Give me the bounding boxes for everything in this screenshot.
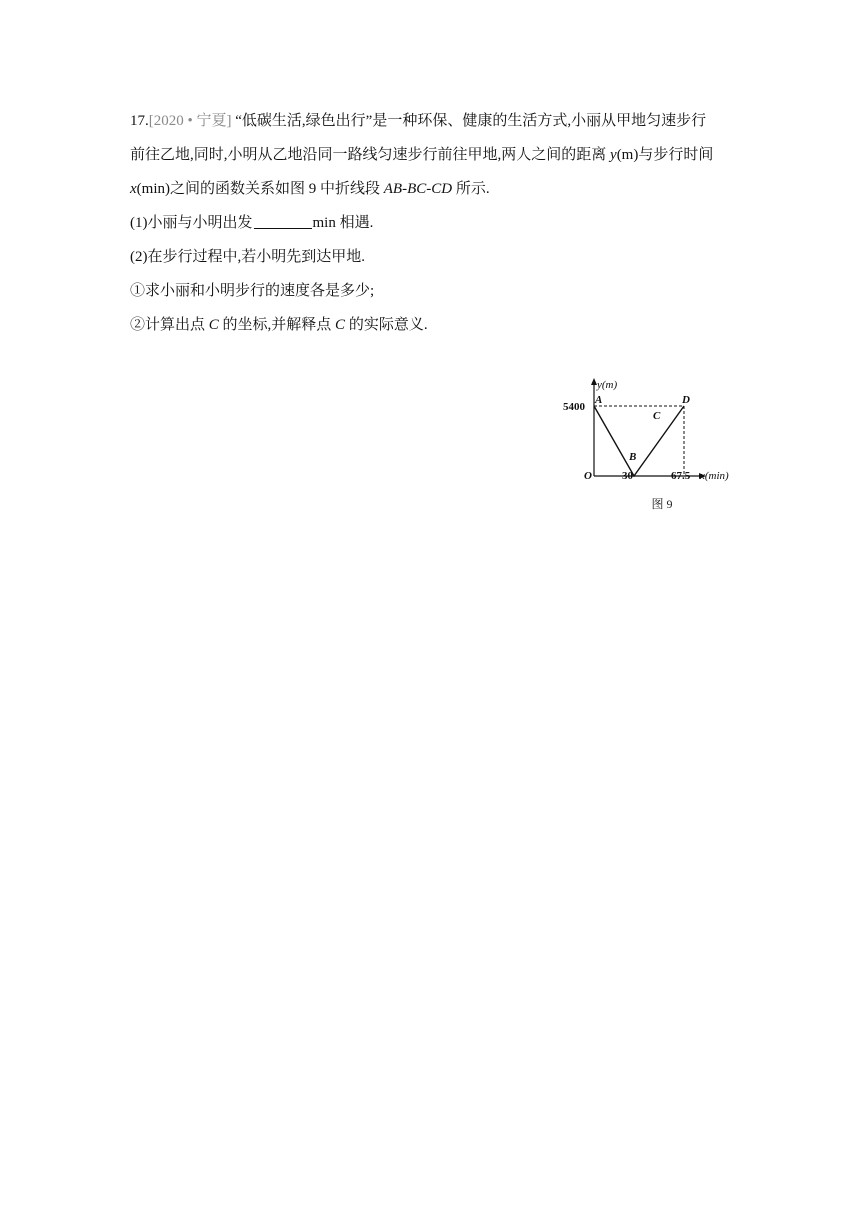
problem-line-1 — [130, 104, 750, 138]
problem-source: [2020 • 宁夏] — [148, 113, 232, 129]
var-c: C — [208, 317, 219, 333]
figure-9 — [563, 372, 740, 484]
problem-stem-2b: (m)与步行时间 — [616, 147, 714, 163]
question-2: (2)在步行过程中,若小明先到达甲地. — [130, 249, 365, 265]
polyline-ab-bc-cd — [594, 406, 684, 476]
segment-name: AB-BC-CD — [383, 181, 453, 197]
figure-caption: 图 9 — [651, 497, 673, 511]
problem-number: 17. — [130, 113, 149, 129]
problem-line-3 — [130, 172, 750, 206]
problem-stem-2: 前往乙地,同时,小明从乙地沿同一路线匀速步行前往甲地,两人之间的距离 — [130, 147, 611, 163]
point-b-label: B — [629, 451, 637, 463]
origin-label: O — [584, 470, 592, 482]
x-axis-label: x(min) — [700, 470, 729, 482]
problem-stem-3: (min)之间的函数关系如图 9 中折线段 — [136, 181, 384, 197]
var-x: x — [130, 181, 137, 197]
point-a-label: A — [595, 394, 603, 406]
problem-line-2 — [130, 138, 750, 172]
question-2-2-text-b: 的坐标,并解释点 — [218, 317, 336, 333]
question-1-text-b: min 相遇. — [312, 215, 374, 231]
question-1 — [130, 206, 750, 240]
x-tick-67-5: 67.5 — [671, 470, 691, 482]
problem-stem-1: “低碳生活,绿色出行”是一种环保、健康的生活方式,小丽从甲地匀速步行 — [235, 113, 707, 129]
question-1-text-a: (1)小丽与小明出发 — [130, 215, 253, 231]
y-tick-5400: 5400 — [563, 401, 585, 413]
point-d-label: D — [682, 394, 690, 406]
problem-text — [130, 104, 750, 342]
var-c: C — [335, 317, 346, 333]
graph-svg — [563, 372, 740, 484]
x-tick-30: 30 — [622, 470, 633, 482]
point-c-label: C — [653, 410, 661, 422]
answer-blank[interactable] — [254, 212, 312, 229]
question-2-1: ①求小丽和小明步行的速度各是多少; — [130, 283, 375, 299]
question-2-2 — [130, 308, 750, 342]
var-y: y — [610, 147, 617, 163]
question-2-2-text-c: 的实际意义. — [345, 317, 428, 333]
problem-stem-3b: 所示. — [452, 181, 490, 197]
y-axis-label: y(m) — [597, 379, 618, 391]
question-2-2-text-a: ②计算出点 — [130, 317, 209, 333]
